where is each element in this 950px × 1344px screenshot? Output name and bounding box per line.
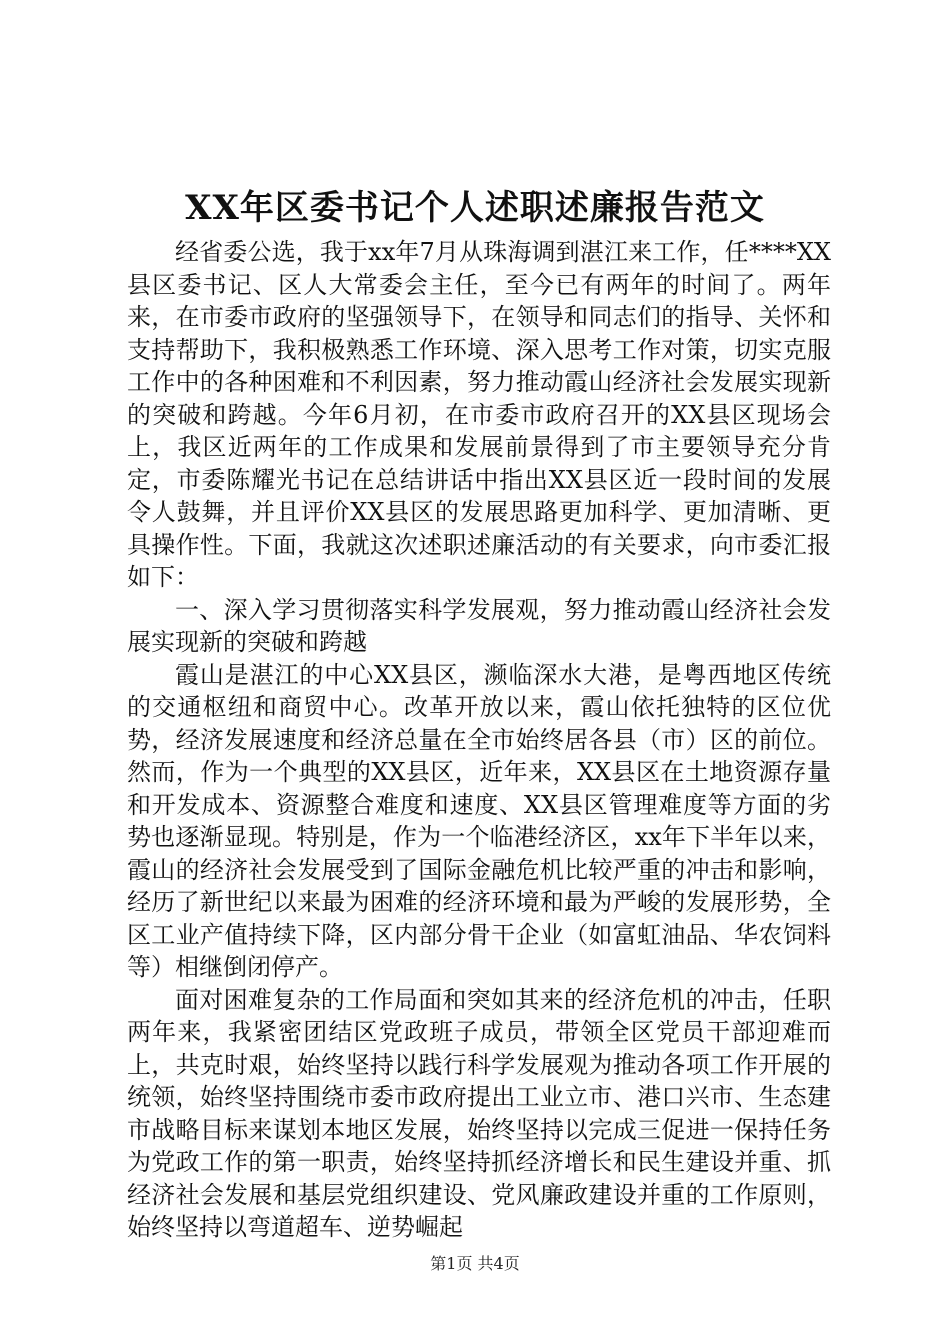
paragraph-response: 面对困难复杂的工作局面和突如其来的经济危机的冲击，任职两年来，我紧密团结区党政班子成员，带领全区党员干部迎难而上，共克时艰，始终坚持以践行科学发展观为推动各项工作开展的统领，始终坚持围绕市委市政府提出工业立市、港口兴市、生态建市战略目标来谋划本地区发展，始终坚持以完成三促进一保持任务为党政工作的第一职责，始终坚持抓经济增长和民生建设并重、抓经济社会发展和基层党组织建设、党风廉政建设并重的工作原则，始终坚持以弯道超车、逆势崛起 — [127, 985, 831, 1241]
paragraph-background: 霞山是湛江的中心XX县区，濒临深水大港，是粤西地区传统的交通枢纽和商贸中心。改革开放以来，霞山依托独特的区位优势，经济发展速度和经济总量在全市始终居各县（市）区的前位。然而，作为一个典型的XX县区，近年来，XX县区在土地资源存量和开发成本、资源整合难度和速度、XX县区管理难度等方面的劣势也逐渐显现。特别是，作为一个临港经济区，xx年下半年以来，霞山的经济社会发展受到了国际金融危机比较严重的冲击和影响，经历了新世纪以来最为困难的经济环境和最为严峻的发展形势，全区工业产值持续下降，区内部分骨干企业（如富虹油品、华农饲料等）相继倒闭停产。 — [127, 660, 831, 981]
document-title: XX年区委书记个人述职述廉报告范文 — [185, 188, 765, 228]
document-body — [127, 236, 831, 1244]
paragraph-section-heading: 一、深入学习贯彻落实科学发展观，努力推动霞山经济社会发展实现新的突破和跨越 — [127, 595, 831, 656]
page-footer: 第1页 共4页 — [430, 1254, 520, 1273]
paragraph-intro: 经省委公选，我于xx年7月从珠海调到湛江来工作，任****XX县区委书记、区人大常委会主任，至今已有两年的时间了。两年来，在市委市政府的坚强领导下，在领导和同志们的指导、关怀和支持帮助下，我积极熟悉工作环境、深入思考工作对策，切实克服工作中的各种困难和不利因素，努力推动霞山经济社会发展实现新的突破和跨越。今年6月初，在市委市政府召开的XX县区现场会上，我区近两年的工作成果和发展前景得到了市主要领导充分肯定，市委陈耀光书记在总结讲话中指出XX县区近一段时间的发展令人鼓舞，并且评价XX县区的发展思路更加科学、更加清晰、更具操作性。下面，我就这次述职述廉活动的有关要求，向市委汇报如下： — [127, 238, 831, 591]
